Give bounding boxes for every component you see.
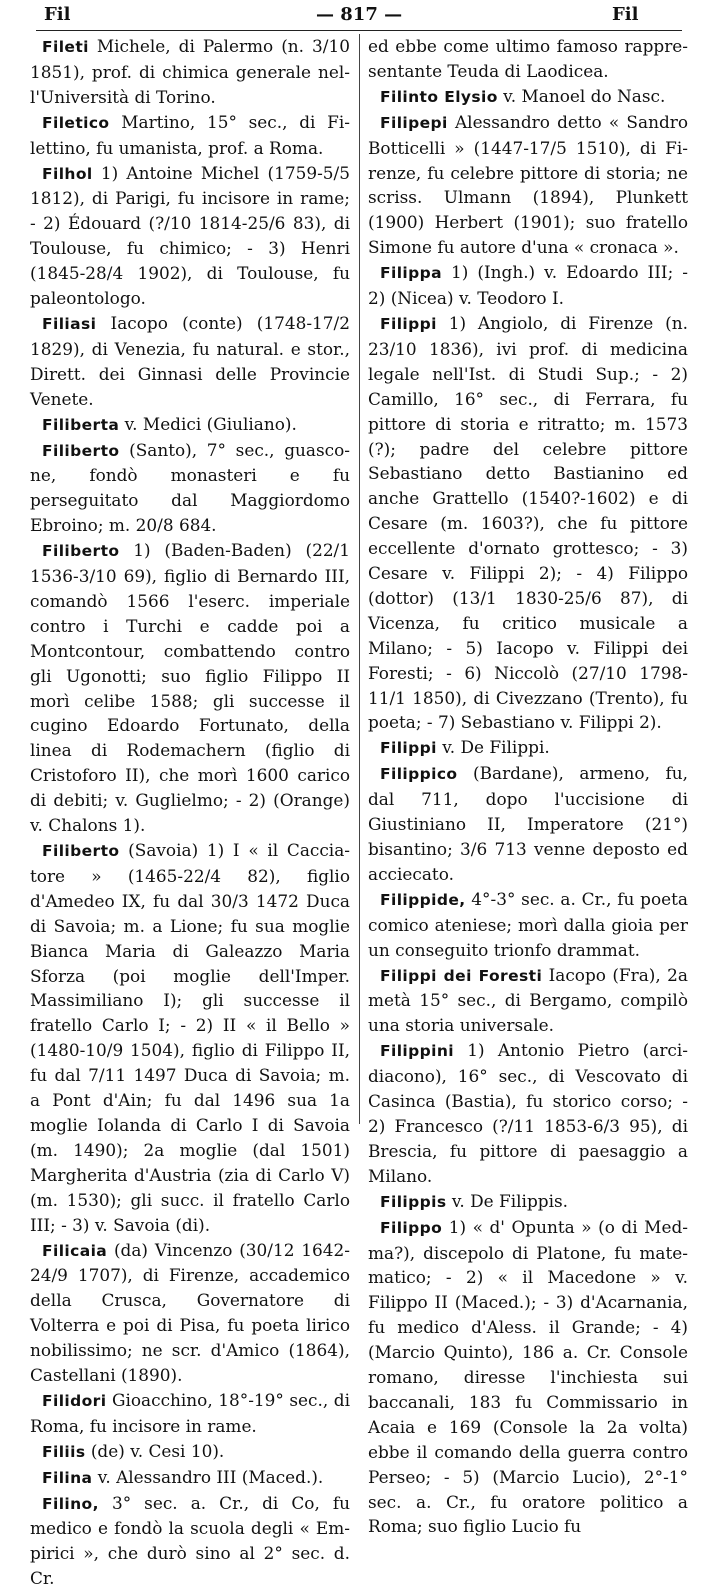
entry-headword: Filiberto: [42, 542, 120, 561]
entry-headword: Filina: [42, 1468, 93, 1487]
entry-headword: Filicaia: [42, 1241, 108, 1260]
dictionary-entry: [368, 1215, 688, 1540]
dictionary-entry: [30, 412, 350, 438]
entry-headword: Filidori: [42, 1391, 107, 1410]
dictionary-entry: [368, 735, 688, 761]
dictionary-entry: [30, 1238, 350, 1388]
entry-text: Iacopo (conte) (1748-17/2 1829), di Venezia, fu natural. e stor., Dirett. dei Ginnasi delle Provincie Venete.: [30, 312, 350, 409]
entry-headword: Filippi: [380, 739, 437, 758]
entry-headword: Filiis: [42, 1442, 86, 1461]
entry-headword: Filino,: [42, 1494, 99, 1513]
dictionary-entry: [30, 1388, 350, 1439]
entry-text: Iacopo (Fra), 2a metà 15° sec., di Bergamo, compilò una storia universale.: [368, 964, 688, 1036]
entry-text: (Santo), 7° sec., guascone, fondò monasteri e fu perseguitato dal Maggiordomo Ebroino; m. 20/8 684.: [30, 439, 350, 536]
entry-headword: Filippo: [380, 1218, 443, 1237]
entry-text: 1) Antonio Pietro (arcidiacono), 16° sec., di Vescovato di Casinca (Bastia), fu storico corso; - 2) Francesco (?/11 1853-6/3 95), di Brescia, fu pittore di paesaggio a Milano.: [368, 1040, 688, 1186]
entry-text: Gioacchino, 18°-19° sec., di Roma, fu incisore in rame.: [30, 1389, 350, 1436]
entry-text: (da) Vincenzo (30/12 1642-24/9 1707), di Firenze, accademico della Crusca, Governatore di Volterra e poi di Pisa, fu poeta lirico nobilissimo; ne scr. d'Amico (1864), Castellani (1890).: [30, 1239, 350, 1386]
entry-headword: Filiberto: [42, 842, 120, 860]
entry-text: 1) (Baden-Baden) (22/1 1536-3/10 69), figlio di Bernardo III, comandò 1566 l'eserc. imperiale contro i Turchi e cadde poi a Montcontour, combattendo contro gli Ugonotti; suo figlio Filippo II morì celibe 1588; gli successe il cugino Edoardo Fortunato, della linea di Rodemachern (figlio di Cristoforo II), che morì 1600 carico di debiti; v. Guglielmo; - 2) (Orange) v. Chalons 1).: [30, 540, 350, 836]
entry-text: (Savoia) 1) I « il Cacciatore » (1465-22/4 82), figlio d'Amedeo IX, fu dal 30/3 1472 Duca di Savoia; m. a Lione; fu sua moglie Bianca Maria di Galeazzo Maria Sforza (poi moglie dell'Imper. Massimiliano I); gli successe il fratello Carlo I; - 2) II « il Bello » (1480-10/9 1504), figlio di Filippo II, fu dal 7/11 1497 Duca di Savoia; m. a Pont d'Ain; fu dal 1496 sua 1a moglie Iolanda di Carlo I di Savoia (m. 1490); 2a moglie (dal 1501) Margherita d'Austria (zia di Carlo V) (m. 1530); gli succ. il fratello Carlo III; - 3) v. Savoia (di).: [30, 840, 350, 1235]
dictionary-entry: [368, 84, 688, 110]
entry-headword: Filippis: [380, 1192, 447, 1211]
dictionary-entry: [368, 963, 688, 1039]
entry-text: 4°-3° sec. a. Cr., fu poeta comico ateniese; morì dalla gioia per un conseguito trionfo drammat.: [368, 888, 688, 960]
entry-text: 1) « d' Opunta » (o di Medma?), discepolo di Platone, fu matematico; - 2) « il Macedone » v. Filippo II (Maced.); - 3) d'Acarnania, fu medico d'Aless. il Grande; - 4) (Marcio Quinto), 186 a. Cr. Console romano, diresse l'inchiesta sui baccanali, 183 fu Commissario in Acaia e 169 (Console la 2a volta) ebbe il comando della guerra contro Perseo; - 5) (Marcio Lucio), 2°-1° sec. a. Cr., fu oratore politico a Roma; suo figlio Lucio fu: [368, 1216, 688, 1537]
entry-text: v. Medici (Giuliano).: [119, 413, 297, 434]
dictionary-entry: [30, 311, 350, 412]
entry-text: 3° sec. a. Cr., di Co, fu medico e fondò la scuola degli « Empirici », che durò sino al 2° sec. d. Cr.: [30, 1492, 350, 1589]
dictionary-entry: [30, 1465, 350, 1491]
dictionary-entry: [368, 311, 688, 735]
entry-headword: Filippini: [380, 1042, 454, 1061]
entry-headword: Filhol: [42, 164, 93, 183]
dictionary-entry: [368, 34, 688, 84]
entry-headword: Filippi dei Foresti: [380, 966, 543, 985]
entry-text: v. Alessandro III (Maced.).: [92, 1466, 324, 1487]
entry-text: (de) v. Cesi 10).: [85, 1440, 225, 1461]
entry-text: ed ebbe come ultimo famoso rappresentante Teuda di Laodicea.: [368, 36, 688, 81]
dictionary-entry: [368, 1189, 688, 1215]
dictionary-entry: [368, 1038, 688, 1188]
dictionary-entry: [368, 110, 688, 260]
header-left-keyword: Fil: [44, 4, 71, 25]
page-header: [0, 0, 718, 30]
dictionary-entry: [30, 34, 350, 110]
entry-text: 1) Angiolo, di Firenze (n. 23/10 1836), ivi prof. di medicina legale nell'Ist. di Studi Sup.; - 2) Camillo, 16° sec., di Ferrara, fu pittore di storia e ritratto; m. 1573 (?); padre del celebre pittore Sebastiano detto Bastianino ed anche Grattello (1540?-1602) e di Cesare (m. 1603?), che fu pittore eccellente d'ornato grottesco; - 3) Cesare v. Filippi 2); - 4) Filippo (dottor) (13/1 1830-25/6 87), di Vicenza, fu critico musicale a Milano; - 5) Iacopo v. Filippi dei Foresti; - 6) Niccolò (27/10 1798-11/1 1850), di Civezzano (Trento), fu poeta; - 7) Sebastiano v. Filippi 2).: [368, 312, 688, 733]
entry-headword: Filiberta: [42, 415, 120, 434]
entry-text: v. De Filippi.: [436, 737, 550, 758]
entry-headword: Filetico: [42, 113, 110, 132]
entry-headword: Filippico: [380, 765, 458, 784]
right-column: [368, 34, 688, 1539]
page-number: — 817 —: [316, 4, 403, 25]
dictionary-entry: [30, 110, 350, 161]
dictionary-entry: [30, 538, 350, 838]
dictionary-entry: [30, 1439, 350, 1465]
entry-text: v. Manoel do Nasc.: [497, 85, 666, 106]
dictionary-entry: [368, 761, 688, 887]
entry-headword: Filippide,: [380, 890, 466, 909]
entry-headword: Filippi: [380, 314, 437, 333]
entry-text: v. De Filippis.: [446, 1190, 569, 1211]
entry-text: Michele, di Palermo (n. 3/10 1851), prof. di chimica generale nell'Università di Torino.: [30, 36, 350, 107]
dictionary-entry: [368, 887, 688, 963]
entry-headword: Filiasi: [42, 314, 97, 333]
entry-text: 1) (Ingh.) v. Edoardo III; - 2) (Nicea) v. Teodoro I.: [368, 262, 688, 309]
entry-headword: Filiberto: [42, 441, 120, 460]
left-column: [30, 34, 350, 1591]
dictionary-entry: [368, 260, 688, 311]
dictionary-entry: [30, 838, 350, 1238]
entry-text: (Bardane), armeno, fu, dal 711, dopo l'uccisione di Giustiniano II, Imperatore (21°) bisantino; 3/6 713 venne deposto ed acciecato.: [368, 763, 688, 884]
dictionary-entry: [30, 161, 350, 311]
column-divider: [359, 34, 360, 1124]
header-right-keyword: Fil: [612, 4, 639, 25]
entry-headword: Filippa: [380, 264, 442, 283]
entry-headword: Filinto Elysio: [380, 87, 498, 106]
entry-text: Martino, 15° sec., di Filettino, fu umanista, prof. a Roma.: [30, 111, 350, 158]
entry-headword: Fileti: [42, 38, 89, 56]
entry-text: Alessandro detto « Sandro Botticelli » (1447-17/5 1510), di Firenze, fu celebre pittore di storia; ne scriss. Ulmann (1894), Plunkett (1900) Herbert (1901); suo fratello Simone fu autore d'una « cronaca ».: [368, 111, 688, 258]
dictionary-entry: [30, 1491, 350, 1591]
header-rule: [36, 30, 682, 31]
entry-text: 1) Antoine Michel (1759-5/5 1812), di Parigi, fu incisore in rame; - 2) Édouard (?/10 1814-25/6 83), di Toulouse, fu chimico; - 3) Henri (1845-28/4 1902), di Toulouse, fu paleontologo.: [30, 162, 350, 309]
dictionary-entry: [30, 438, 350, 539]
entry-headword: Filipepi: [380, 113, 448, 132]
